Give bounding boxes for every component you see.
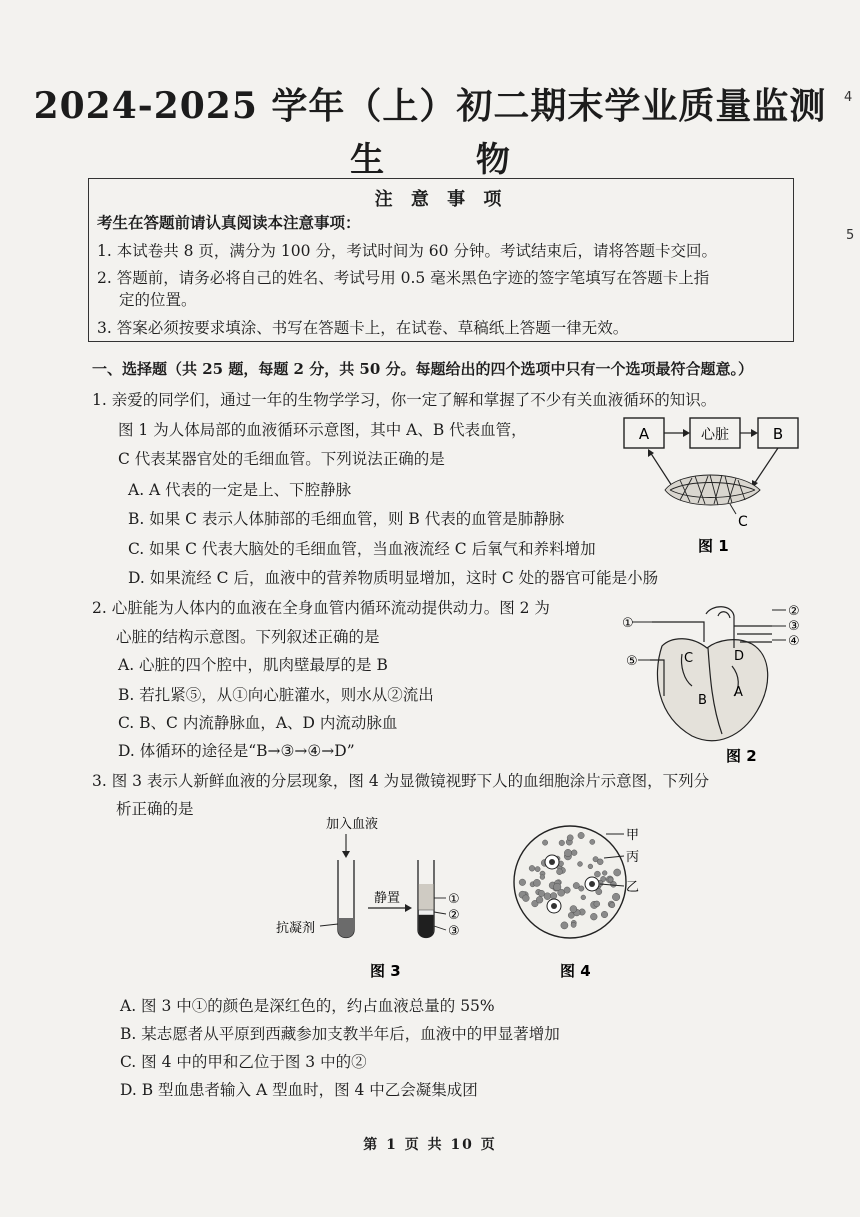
fig3-layer-2: ②: [448, 908, 460, 923]
fig4-caption: 图 4: [560, 962, 591, 980]
red-blood-cell: [581, 895, 586, 900]
fig2-label-5: ⑤: [626, 654, 638, 669]
fig2-caption: 图 2: [726, 747, 757, 765]
red-blood-cell: [529, 865, 535, 871]
q1-option-a: A. A 代表的一定是上、下腔静脉: [128, 481, 352, 499]
red-blood-cell: [561, 922, 568, 929]
q3-option-d: D. B 型血患者输入 A 型血时，图 4 中乙会凝集成团: [120, 1081, 478, 1099]
red-blood-cell: [614, 869, 621, 876]
margin-mark-2: 5: [846, 228, 855, 243]
fig2-chamber-a: A: [734, 685, 743, 700]
fig1-label-a: A: [638, 425, 650, 443]
fig3-arrow-label: 静置: [374, 891, 401, 906]
red-blood-cell: [602, 871, 607, 876]
red-blood-cell: [590, 839, 595, 844]
notice-box: [88, 178, 794, 342]
notice-item-2-cont: 定的位置。: [119, 291, 197, 309]
red-blood-cell: [519, 879, 526, 886]
red-blood-cell: [578, 832, 584, 838]
q3-stem-2: 析正确的是: [116, 800, 194, 818]
red-blood-cell: [564, 849, 571, 856]
page-number: 第 1 页 共 10 页: [363, 1137, 497, 1153]
red-blood-cell: [579, 886, 584, 891]
fig3-layer-1: ①: [448, 892, 460, 907]
red-blood-cell: [523, 895, 530, 902]
red-blood-cell: [540, 875, 545, 880]
fig3-top-label: 加入血液: [326, 817, 379, 832]
fig1-caption: 图 1: [698, 537, 729, 555]
red-blood-cell: [536, 896, 543, 903]
red-blood-cell: [564, 887, 570, 893]
q3-option-b: B. 某志愿者从平原到西藏参加支教半年后，血液中的甲显著增加: [120, 1025, 560, 1043]
notice-item-1: 1. 本试卷共 8 页，满分为 100 分，考试时间为 60 分钟。考试结束后，请将答题卡交回。: [97, 242, 717, 260]
red-blood-cell: [571, 850, 577, 856]
notice-item-2: 2. 答题前，请务必将自己的姓名、考试号用 0.5 毫米黑色字迹的签字笔填写在答题卡上指: [97, 269, 710, 287]
q1-stem-2: 图 1 为人体局部的血液循环示意图，其中 A、B 代表血管，: [118, 421, 527, 439]
red-blood-cell: [594, 871, 600, 877]
fig2-label-4: ④: [788, 634, 800, 649]
red-blood-cell: [588, 864, 593, 869]
fig2-chamber-c: C: [684, 651, 694, 666]
q1-option-b: B. 如果 C 表示人体肺部的毛细血管，则 B 代表的血管是肺静脉: [128, 510, 565, 528]
notice-heading: 注 意 事 项: [374, 189, 508, 210]
q2-option-a: A. 心脏的四个腔中，肌肉壁最厚的是 B: [118, 656, 388, 674]
q2-stem-1: 2. 心脏能为人体内的血液在全身血管内循环流动提供动力。图 2 为: [92, 599, 550, 617]
red-blood-cell: [597, 859, 603, 865]
q2-option-d: D. 体循环的途径是“B→③→④→D”: [118, 742, 355, 760]
notice-intro: 考生在答题前请认真阅读本注意事项：: [97, 213, 361, 232]
q3-option-c: C. 图 4 中的甲和乙位于图 3 中的②: [120, 1053, 367, 1071]
fig3-layer-3: ③: [448, 924, 460, 939]
red-blood-cell: [567, 835, 573, 841]
fig1-label-c: C: [738, 514, 748, 530]
red-blood-cell: [594, 901, 600, 907]
fig4-label-bing: 丙: [626, 850, 640, 865]
fig1-label-b: B: [772, 425, 784, 443]
exam-title: 2024-2025 学年（上）初二期末学业质量监测: [33, 85, 827, 127]
section-heading: 一、选择题（共 25 题，每题 2 分，共 50 分。每题给出的四个选项中只有一个选项最符合题意。）: [92, 360, 754, 378]
fig2-chamber-b: B: [698, 693, 707, 708]
q3-option-a: A. 图 3 中①的颜色是深红色的，约占血液总量的 55%: [120, 997, 495, 1015]
red-blood-cell: [557, 869, 563, 875]
q2-stem-2: 心脏的结构示意图。下列叙述正确的是: [116, 628, 380, 646]
fig2-label-2: ②: [788, 604, 800, 619]
q2-option-c: C. B、C 内流静脉血，A、D 内流动脉血: [118, 714, 398, 732]
red-blood-cell: [610, 902, 615, 907]
fig4-label-jia: 甲: [626, 828, 640, 843]
fig2-label-1: ①: [622, 616, 634, 631]
red-blood-cell: [559, 840, 565, 846]
red-blood-cell: [601, 911, 608, 918]
fig1-label-heart: 心脏: [701, 427, 729, 443]
fig3-left-label: 抗凝剂: [276, 921, 316, 936]
red-blood-cell: [550, 893, 557, 900]
q1-stem-3: C 代表某器官处的毛细血管。下列说法正确的是: [118, 450, 445, 468]
margin-mark-1: 4: [844, 90, 853, 105]
figure-1-circulation-diagram: [610, 410, 810, 560]
fig3-layer-buffy: [419, 910, 434, 915]
fig1-capillary-network: [665, 475, 760, 505]
red-blood-cell: [542, 840, 547, 845]
fig2-chamber-d: D: [734, 649, 745, 664]
red-blood-cell: [612, 893, 620, 901]
red-blood-cell: [578, 862, 583, 867]
fig3-layer-plasma: [419, 884, 434, 910]
figure-4-blood-smear: [506, 820, 666, 982]
fig2-label-3: ③: [788, 619, 800, 634]
fig3-caption: 图 3: [370, 962, 401, 980]
q1-option-d: D. 如果流经 C 后，血液中的营养物质明显增加，这时 C 处的器官可能是小肠: [128, 569, 659, 587]
exam-subject: 生 物: [350, 140, 550, 180]
figure-3-blood-layers: [274, 812, 494, 982]
red-blood-cell: [538, 890, 544, 896]
fig3-layer-rbc: [419, 915, 434, 938]
notice-item-3: 3. 答案必须按要求填涂、书写在答题卡上，在试卷、草稿纸上答题一律无效。: [97, 319, 629, 337]
red-blood-cell: [570, 906, 577, 913]
red-blood-cell: [533, 879, 540, 886]
red-blood-cell: [544, 893, 551, 900]
red-blood-cell: [553, 883, 561, 891]
red-blood-cell: [535, 867, 540, 872]
red-blood-cell: [590, 913, 597, 920]
red-blood-cell: [571, 922, 576, 927]
figure-2-heart-diagram: [622, 596, 808, 768]
q3-stem-1: 3. 图 3 表示人新鲜血液的分层现象，图 4 为显微镜视野下人的血细胞涂片示意图，下列分: [92, 772, 710, 790]
q1-option-c: C. 如果 C 代表大脑处的毛细血管，当血液流经 C 后氧气和养料增加: [128, 540, 596, 558]
q1-stem-1: 1. 亲爱的同学们，通过一年的生物学学习，你一定了解和掌握了不少有关血液循环的知识。: [92, 391, 717, 409]
fig4-label-yi: 乙: [626, 880, 640, 895]
red-blood-cell: [608, 877, 613, 882]
q2-option-b: B. 若扎紧⑤，从①向心脏灌水，则水从②流出: [118, 686, 434, 704]
